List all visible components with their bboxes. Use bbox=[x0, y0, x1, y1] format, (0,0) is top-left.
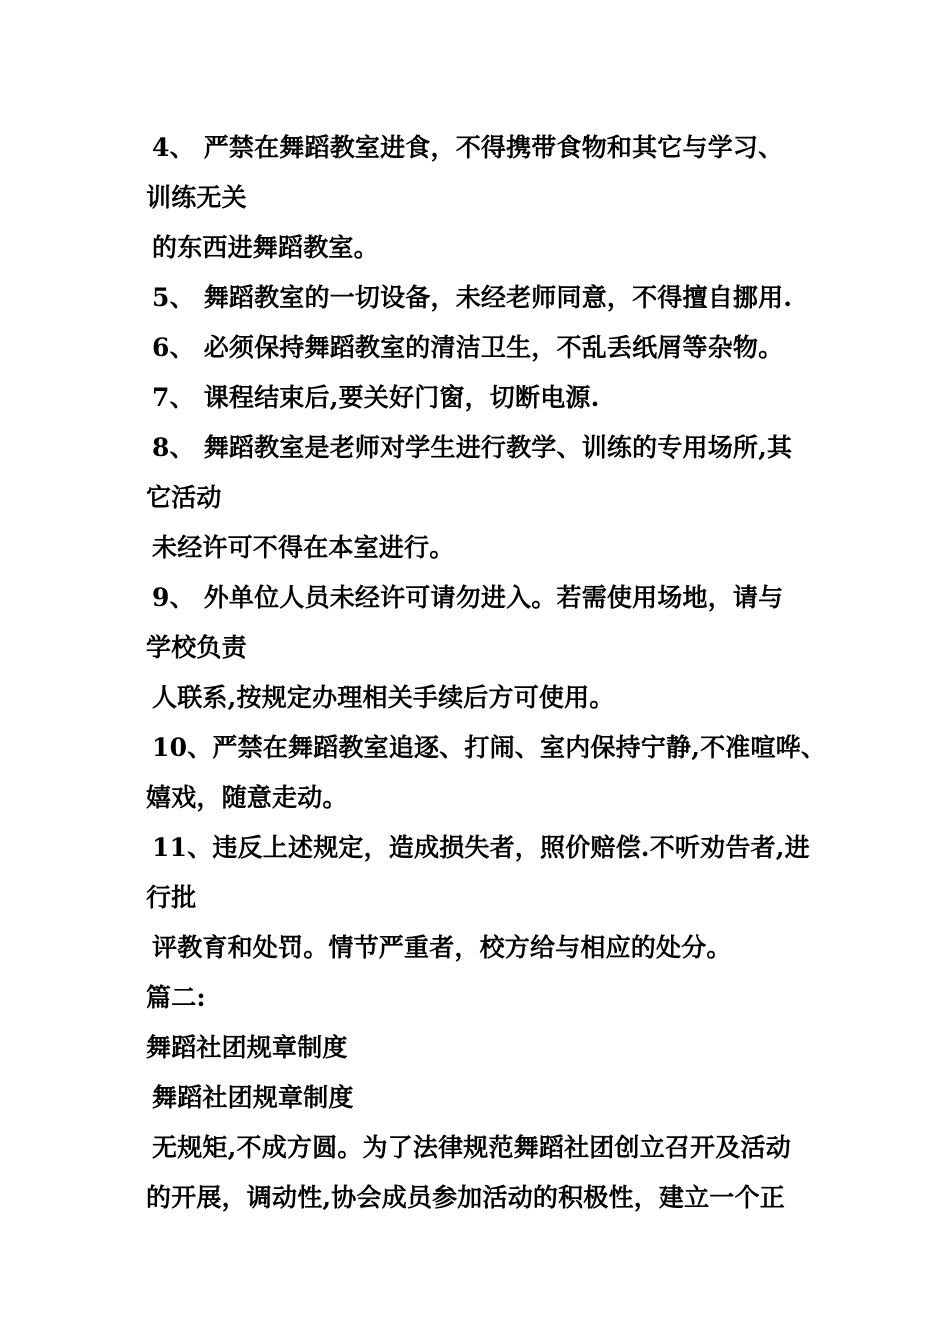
rule-10-line-1: 10、严禁在舞蹈教室追逐、打闹、室内保持宁静,不准喧哗、 bbox=[152, 733, 827, 762]
rule-8-line-3: 未经许可不得在本室进行。 bbox=[152, 533, 455, 562]
rule-9-line-2: 学校负责 bbox=[146, 633, 247, 662]
section-subtitle: 舞蹈社团规章制度 bbox=[152, 1083, 354, 1112]
rule-4-line-1: 4、 严禁在舞蹈教室进食，不得携带食物和其它与学习、 bbox=[152, 133, 784, 162]
rule-4-line-2: 训练无关 bbox=[146, 183, 247, 212]
rule-9-line-3: 人联系,按规定办理相关手续后方可使用。 bbox=[152, 683, 615, 712]
rule-10-line-2: 嬉戏，随意走动。 bbox=[146, 783, 348, 812]
rule-11-line-3: 评教育和处罚。情节严重者，校方给与相应的处分。 bbox=[152, 933, 732, 962]
rule-7-line: 7、 课程结束后,要关好门窗，切断电源. bbox=[152, 383, 600, 412]
section-heading: 篇二: bbox=[146, 983, 206, 1012]
intro-line-2: 的开展，调动性,协会成员参加活动的积极性，建立一个正 bbox=[146, 1183, 785, 1212]
rule-4-line-3: 的东西进舞蹈教室。 bbox=[152, 233, 379, 262]
rule-8-line-1: 8、 舞蹈教室是老师对学生进行教学、训练的专用场所,其 bbox=[152, 433, 793, 462]
intro-line-1: 无规矩,不成方圆。为了法律规范舞蹈社团创立召开及活动 bbox=[152, 1133, 791, 1162]
section-title: 舞蹈社团规章制度 bbox=[146, 1033, 348, 1062]
rule-8-line-2: 它活动 bbox=[146, 483, 222, 512]
rule-11-line-2: 行批 bbox=[146, 883, 197, 912]
rule-6-line: 6、 必须保持舞蹈教室的清洁卫生，不乱丢纸屑等杂物。 bbox=[152, 333, 784, 362]
rule-11-line-1: 11、违反上述规定，造成损失者，照价赔偿.不听劝告者,进 bbox=[152, 833, 810, 862]
rule-9-line-1: 9、 外单位人员未经许可请勿进入。若需使用场地，请与 bbox=[152, 583, 784, 612]
rule-5-line: 5、 舞蹈教室的一切设备，未经老师同意，不得擅自挪用. bbox=[152, 283, 793, 312]
